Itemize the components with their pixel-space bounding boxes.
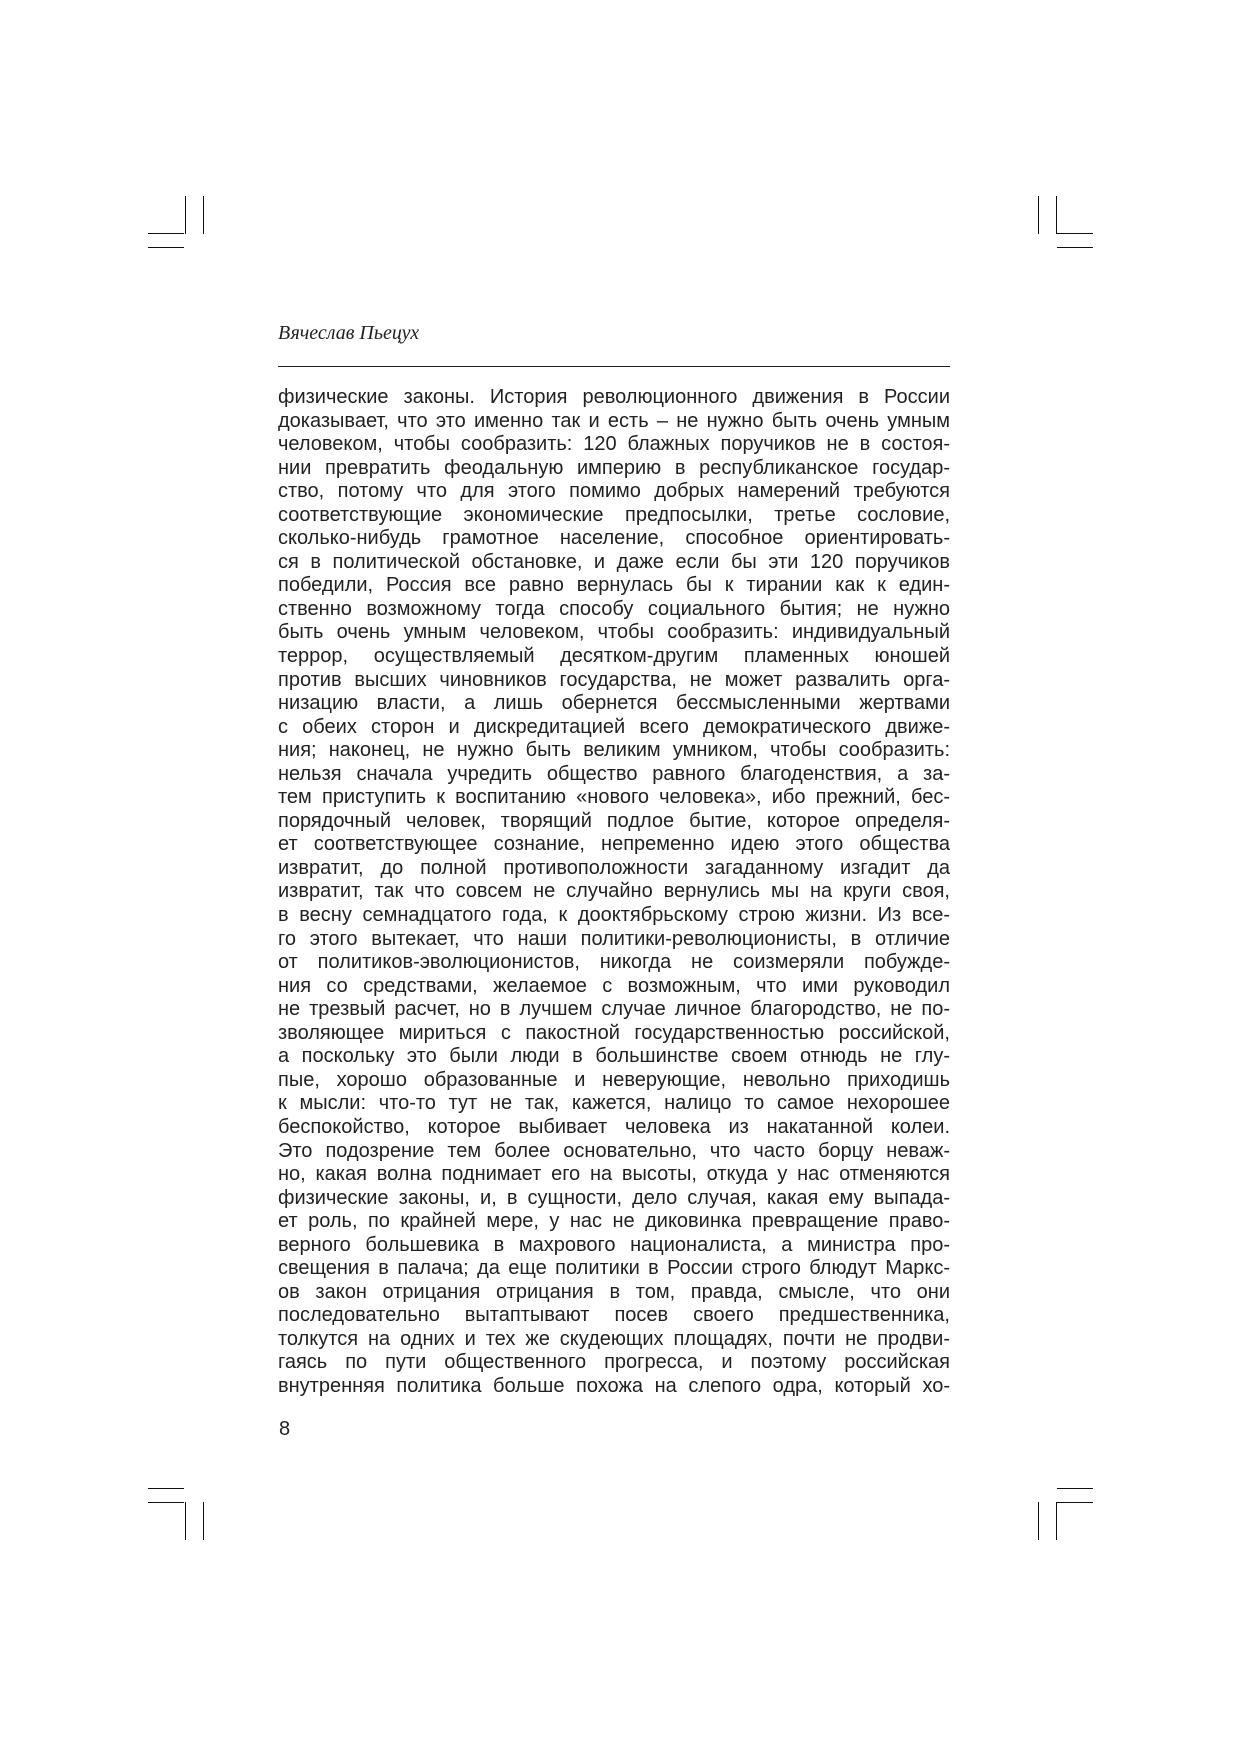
text-line: последовательно вытаптывают посев своего предшественника,	[278, 1304, 950, 1327]
text-line: верного большевика в махрового националиста, а министра про-	[278, 1233, 950, 1256]
text-line: ство, потому что для этого помимо добрых намерений требуются	[278, 480, 950, 503]
crop-mark-bottom-left-v2	[203, 1502, 204, 1540]
text-line: ет соответствующее сознание, непременно идею этого общества	[278, 833, 950, 856]
text-line: с обеих сторон и дискредитацией всего демократического движе-	[278, 715, 950, 738]
body-text	[278, 386, 950, 1399]
text-line: зволяющее мириться с пакостной государственностью российской,	[278, 1021, 950, 1044]
crop-mark-top-left-h2	[148, 233, 184, 234]
crop-mark-top-left-v2	[203, 196, 204, 234]
text-line: толкутся на одних и тех же скудеющих площадях, почти не продви-	[278, 1327, 950, 1350]
page-number: 8	[279, 1418, 291, 1440]
crop-mark-top-right-v1	[1038, 196, 1039, 234]
text-line: сколько-нибудь грамотное население, способное ориентировать-	[278, 527, 950, 550]
text-line: беспокойство, которое выбивает человека из накатанной колеи.	[278, 1115, 950, 1138]
text-line: физические законы, и, в сущности, дело случая, какая ему выпада-	[278, 1186, 950, 1209]
text-line: но, какая волна поднимает его на высоты, откуда у нас отменяются	[278, 1163, 950, 1186]
crop-mark-bottom-right-v2	[1056, 1502, 1057, 1540]
text-line: ственно возможному тогда способу социального бытия; не нужно	[278, 597, 950, 620]
text-line: доказывает, что это именно так и есть – не нужно быть очень умным	[278, 409, 950, 432]
crop-mark-top-left-h	[148, 247, 184, 248]
text-line: к мысли: что-то тут не так, кажется, налицо то самое нехорошее	[278, 1092, 950, 1115]
text-line: Это подозрение тем более основательно, что часто борцу неваж-	[278, 1139, 950, 1162]
text-line: низацию власти, а лишь обернется бессмысленными жертвами	[278, 692, 950, 715]
text-line: ся в политической обстановке, и даже если бы эти 120 поручиков	[278, 550, 950, 573]
text-line: быть очень умным человеком, чтобы сообразить: индивидуальный	[278, 621, 950, 644]
text-line: человеком, чтобы сообразить: 120 блажных поручиков не в состоя-	[278, 433, 950, 456]
crop-mark-top-right-h	[1057, 233, 1093, 234]
text-line: победили, Россия все равно вернулась бы к тирании как к един-	[278, 574, 950, 597]
text-line: террор, осуществляемый десятком-другим пламенных юношей	[278, 645, 950, 668]
text-line: не трезвый расчет, но в лучшем случае личное благородство, не по-	[278, 998, 950, 1021]
text-line: от политиков-эволюционистов, никогда не соизмеряли побужде-	[278, 951, 950, 974]
text-line: а поскольку это были люди в большинстве своем отнюдь не глу-	[278, 1045, 950, 1068]
text-line: свещения в палача; да еще политики в России строго блюдут Маркс-	[278, 1257, 950, 1280]
text-line: в весну семнадцатого года, к дооктябрьскому строю жизни. Из все-	[278, 904, 950, 927]
text-line: ния; наконец, не нужно быть великим умником, чтобы сообразить:	[278, 739, 950, 762]
crop-mark-top-left-v1	[185, 196, 186, 234]
text-line: го этого вытекает, что наши политики-революционисты, в отличие	[278, 927, 950, 950]
text-line: физические законы. История революционного движения в России	[278, 386, 950, 408]
crop-mark-bottom-left-h	[148, 1488, 184, 1489]
text-line: нии превратить феодальную империю в республиканское государ-	[278, 456, 950, 479]
crop-mark-top-right-h2	[1057, 247, 1093, 248]
running-head-author: Вячеслав Пьецух	[278, 322, 420, 344]
text-line: ов закон отрицания отрицания в том, правда, смысле, что они	[278, 1280, 950, 1303]
text-line: ет роль, по крайней мере, у нас не диковинка превращение право-	[278, 1210, 950, 1233]
text-line: внутренняя политика больше похожа на слепого одра, который хо-	[278, 1374, 950, 1397]
text-line: порядочный человек, творящий подлое бытие, которое определя-	[278, 809, 950, 832]
crop-mark-bottom-right-v1	[1038, 1502, 1039, 1540]
text-line: нельзя сначала учредить общество равного благоденствия, а за-	[278, 762, 950, 785]
text-line: извратит, до полной противоположности загаданному изгадит да	[278, 856, 950, 879]
text-line: пые, хорошо образованные и неверующие, невольно приходишь	[278, 1068, 950, 1091]
crop-mark-bottom-right-h2	[1057, 1502, 1093, 1503]
text-line: против высших чиновников государства, не может развалить орга-	[278, 668, 950, 691]
crop-mark-bottom-left-h2	[148, 1502, 184, 1503]
text-line: ния со средствами, желаемое с возможным, что ими руководил	[278, 974, 950, 997]
text-line: соответствующие экономические предпосылки, третье сословие,	[278, 503, 950, 526]
text-line: гаясь по пути общественного прогресса, и поэтому российская	[278, 1351, 950, 1374]
text-line: тем приступить к воспитанию «нового человека», ибо прежний, бес-	[278, 786, 950, 809]
header-rule	[278, 366, 950, 367]
text-line: извратит, так что совсем не случайно вернулись мы на круги своя,	[278, 880, 950, 903]
crop-mark-top-right-v2	[1056, 196, 1057, 234]
crop-mark-bottom-right-h	[1057, 1488, 1093, 1489]
crop-mark-bottom-left-v1	[185, 1502, 186, 1540]
